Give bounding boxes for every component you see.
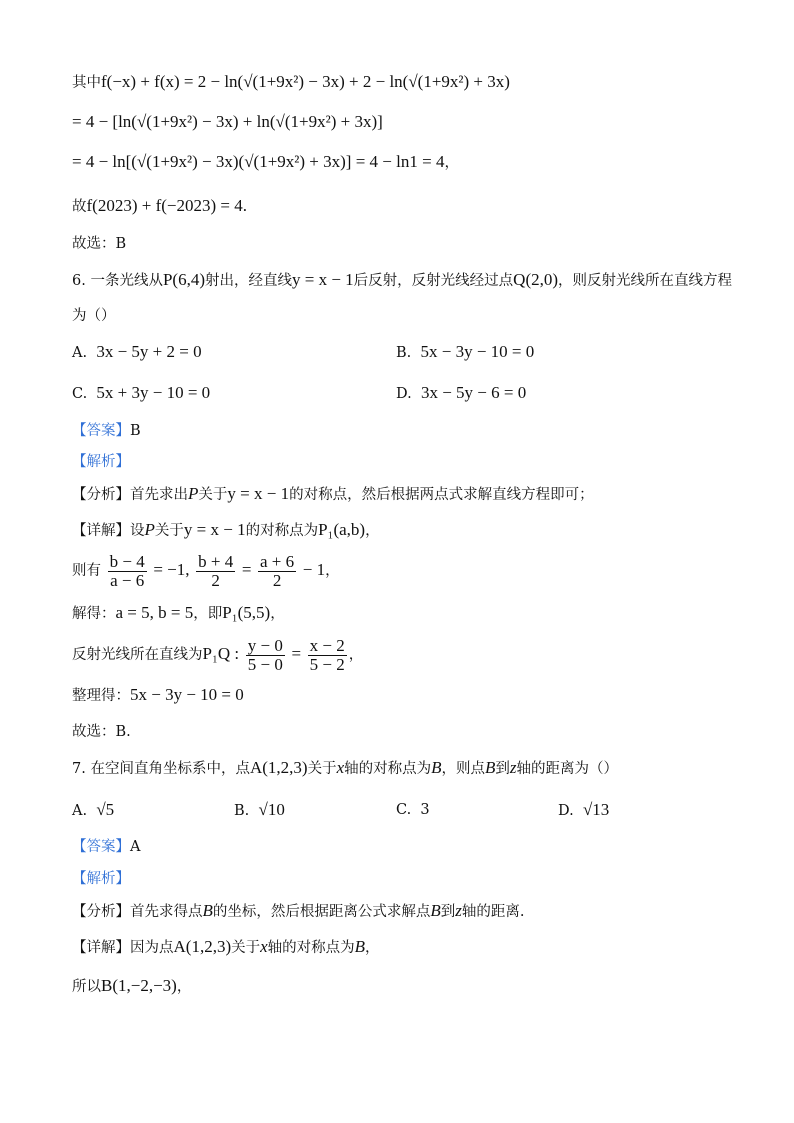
q6-simplify: 整理得：5x − 3y − 10 = 0 — [72, 685, 244, 704]
fraction: $\frac{a + 6}{2}$ — [260, 551, 295, 590]
q6-solve: 解得：a = 5, b = 5，即P₁(5,5)， — [72, 603, 285, 622]
answer-tag: 【答案】 — [72, 423, 130, 439]
q7-so: 所以B(1,−2,−3)， — [72, 976, 192, 995]
sol5-eq-4: f(2023) + f(−2023) = 4. — [86, 196, 247, 215]
fraction: $\frac{b - 4}{a - 6}$ — [109, 551, 145, 590]
sol5-eq-3: = 4 − ln[(√(1+9x²) − 3x)(√(1+9x²) + 3x)] = 4 − ln1 = 4 — [72, 152, 445, 171]
sol5-line-3: = 4 − ln[(√(1+9x²) − 3x)(√(1+9x²) + 3x)] = 4 − ln1 = 4， — [72, 152, 459, 171]
q7-analysis-tag: 【解析】 — [72, 871, 130, 887]
q6-fenxi: 【分析】首先求出P关于y = x − 1的对称点，然后根据两点式求解直线方程即可； — [72, 484, 594, 503]
q7-option-d: D. √13 — [558, 800, 610, 819]
q6-then: 则有 $\frac{b - 4}{a - 6}$ = −1, $\frac{b + 4}{2}$ = $\frac{a + 6}{2}$ − 1， — [72, 551, 340, 590]
q6-option-a: A. 3x − 5y + 2 = 0 — [72, 342, 202, 361]
sol5-line-1: 其中f(−x) + f(x) = 2 − ln(√(1+9x²) − 3x) + 2 − ln(√(1+9x²) + 3x) — [72, 72, 510, 91]
q6-option-b: B. 5x − 3y − 10 = 0 — [396, 342, 535, 361]
q6-answer: 【答案】B — [72, 423, 141, 439]
sol5-line-2 — [72, 112, 383, 133]
sol5-line-4: 故f(2023) + f(−2023) = 4. — [72, 196, 247, 215]
fraction: $\frac{b + 4}{2}$ — [198, 551, 234, 590]
q6-stem-line-2: 为（） — [72, 308, 116, 324]
q7-xiangjie: 【详解】因为点A(1,2,3)关于x轴的对称点为B， — [72, 937, 380, 956]
q6-xiangjie: 【详解】设P关于y = x − 1的对称点为P₁(a,b)， — [72, 520, 380, 539]
q6-option-d: D. 3x − 5y − 6 = 0 — [396, 383, 527, 402]
q7-answer: 【答案】A — [72, 839, 141, 855]
q6-choice: 故选：B. — [72, 724, 131, 740]
sol5-eq-1: f(−x) + f(x) = 2 − ln(√(1+9x²) − 3x) + 2 − ln(√(1+9x²) + 3x) — [101, 72, 510, 91]
sol5-eq-2: = 4 − [ln(√(1+9x²) − 3x) + ln(√(1+9x²) + 3x)] — [72, 112, 383, 131]
fraction: $\frac{y - 0}{5 - 0}$ — [247, 635, 283, 674]
answer-tag: 【答案】 — [72, 839, 130, 855]
q7-fenxi: 【分析】首先求得点B的坐标，然后根据距离公式求解点B到z轴的距离. — [72, 901, 525, 920]
q6-reflection-line: 反射光线所在直线为P₁Q : $\frac{y - 0}{5 - 0}$ = $\frac{x - 2}{5 - 2}$ ， — [72, 635, 364, 674]
q6-analysis-tag: 【解析】 — [72, 454, 130, 470]
q7-option-c: C. 3 — [396, 802, 430, 818]
fraction: $\frac{x - 2}{5 - 2}$ — [309, 635, 345, 674]
q7-option-a: A. √5 — [72, 800, 115, 819]
q7-stem: 7. 在空间直角坐标系中，点A(1,2,3)关于x轴的对称点为B，则点B到z轴的距离为（） — [72, 758, 619, 777]
q6-stem-line-1: 6. 一条光线从P(6,4)射出，经直线y = x − 1后反射，反射光线经过点Q(2,0)，则反射光线所在直线方程 — [72, 270, 733, 289]
q6-option-c: C. 5x + 3y − 10 = 0 — [72, 383, 211, 402]
q7-option-b: B. √10 — [234, 800, 285, 819]
sol5-choice: 故选：B — [72, 236, 127, 252]
